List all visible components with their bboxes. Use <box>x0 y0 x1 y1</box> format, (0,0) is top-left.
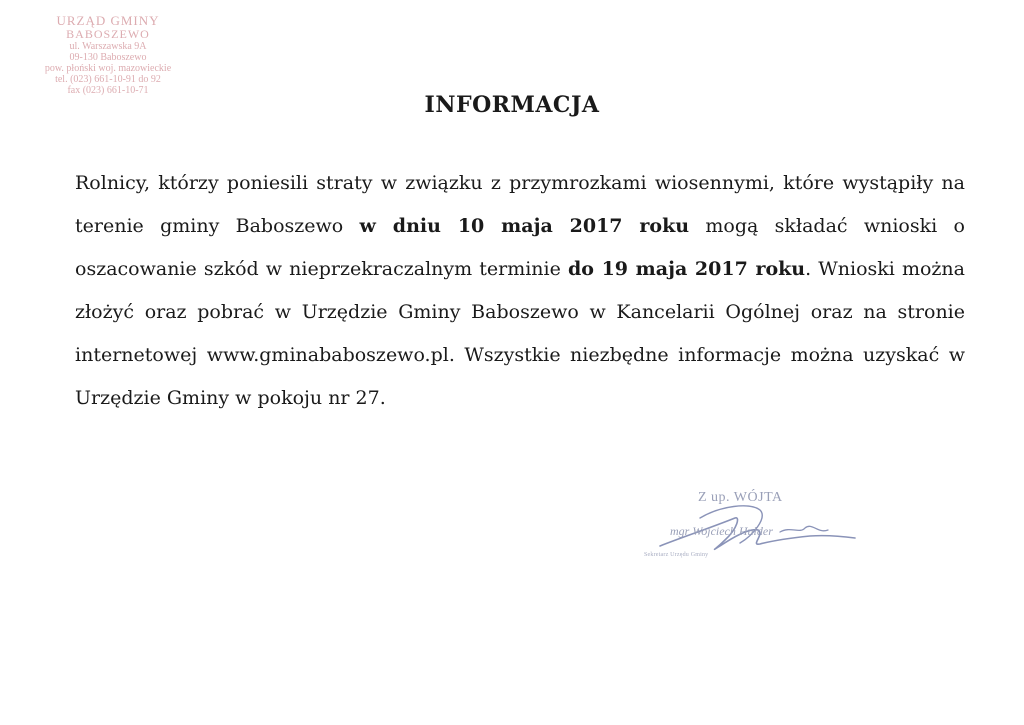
body-text-part-1: Rolnicy, którzy poniesili straty w związku z przymrozkami wiosennymi, które wystąpiły na terenie gminy Baboszewo <box>75 172 965 237</box>
body-text-part-2: mogą składać wnioski o oszacowanie szkód w nieprzekraczalnym terminie <box>75 215 965 280</box>
stamp-line-4: 09-130 Baboszewo <box>69 52 147 63</box>
body-text-part-3: . Wnioski można złożyć oraz pobrać w Urzędzie Gminy Baboszewo w Kancelarii Ogólnej oraz na stronie internetowej www.gminababoszewo.pl. Wszystkie niezbędne informacje można uzyskać w Urzędzie Gminy w pokoju nr 27. <box>75 258 965 409</box>
stamp-line-2: BABOSZEWO <box>66 27 150 41</box>
body-deadline: do 19 maja 2017 roku <box>567 258 806 280</box>
office-stamp <box>18 14 198 96</box>
stamp-line-7: fax (023) 661-10-71 <box>67 85 149 96</box>
document-body <box>75 162 965 420</box>
stamp-line-5: pow. płoński woj. mazowieckie <box>44 63 172 74</box>
stamp-line-6: tel. (023) 661-10-91 do 92 <box>55 74 161 85</box>
signature-subtitle: Sekretarz Urzędu Gminy <box>644 552 709 558</box>
stamp-line-1: URZĄD GMINY <box>56 13 160 28</box>
signature-name: mgr Wojciech Hulder <box>670 524 773 538</box>
signature-label: Z up. WÓJTA <box>698 490 783 505</box>
stamp-line-3: ul. Warszawska 9A <box>69 41 147 52</box>
body-date-event: w dniu 10 maja 2017 roku <box>359 215 690 237</box>
signature-block <box>640 488 870 573</box>
document-title: INFORMACJA <box>424 92 600 118</box>
